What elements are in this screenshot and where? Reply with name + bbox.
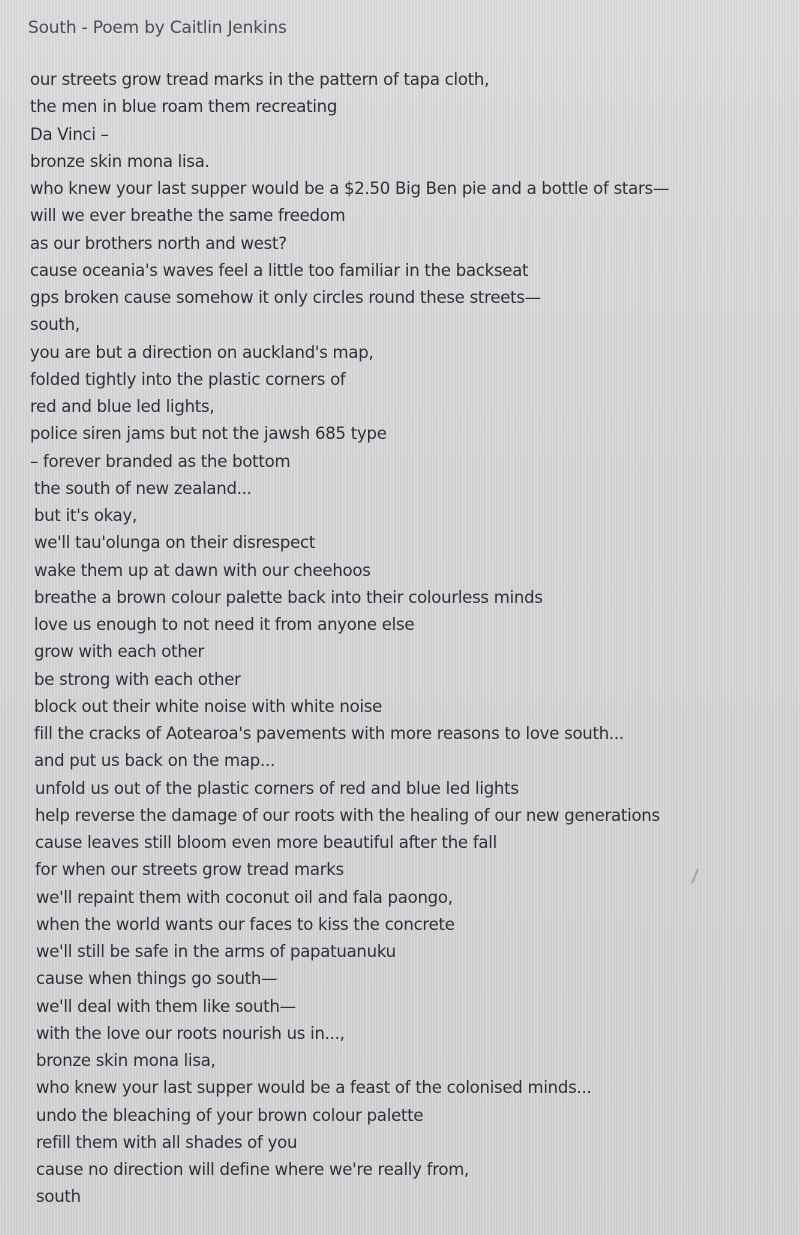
poem-line: fill the cracks of Aotearoa's pavements with more reasons to love south... <box>34 724 624 743</box>
poem-line: help reverse the damage of our roots with the healing of our new generations <box>35 805 660 825</box>
poem-line: we'll repaint them with coconut oil and fala paongo, <box>36 887 453 907</box>
poem-line: folded tightly into the plastic corners of <box>30 369 346 389</box>
poem-line: undo the bleaching of your brown colour palette <box>36 1105 424 1125</box>
page-title: South - Poem by Caitlin Jenkins <box>28 18 287 38</box>
poem-line: we'll deal with them like south— <box>36 996 296 1016</box>
poem-line: who knew your last supper would be a $2.50 Big Ben pie and a bottle of stars— <box>30 179 670 198</box>
poem-line: but it's okay, <box>34 506 138 525</box>
poem-line: red and blue led lights, <box>30 397 215 416</box>
poem-line: the south of new zealand... <box>34 478 252 498</box>
poem-line: grow with each other <box>34 642 204 662</box>
poem-line: refill them with all shades of you <box>36 1132 298 1152</box>
poem-line: cause oceania's waves feel a little too familiar in the backseat <box>30 260 529 280</box>
poem-line: who knew your last supper would be a feast of the colonised minds... <box>36 1078 592 1098</box>
poem-line: unfold us out of the plastic corners of red and blue led lights <box>35 778 519 798</box>
poem-line: we'll tau'olunga on their disrespect <box>34 533 316 553</box>
poem-line: our streets grow tread marks in the pattern of tapa cloth, <box>30 70 490 89</box>
poem-line: we'll still be safe in the arms of papatuanuku <box>36 942 396 961</box>
poem-line: be strong with each other <box>34 669 241 689</box>
poem-line: as our brothers north and west? <box>30 233 287 253</box>
poem-line: block out their white noise with white noise <box>34 696 383 716</box>
poem-line: cause when things go south— <box>36 969 278 989</box>
poem-line: you are but a direction on auckland's map, <box>30 342 374 362</box>
poem-line: – forever branded as the bottom <box>30 451 291 471</box>
poem-line: for when our streets grow tread marks <box>35 860 344 880</box>
poem-line: cause leaves still bloom even more beautiful after the fall <box>35 833 497 852</box>
poem-line: Da Vinci – <box>30 124 109 144</box>
poem-line: bronze skin mona lisa, <box>36 1051 216 1070</box>
poem-line: with the love our roots nourish us in..., <box>36 1023 345 1043</box>
poem-line: when the world wants our faces to kiss the concrete <box>36 914 455 934</box>
poem-line: police siren jams but not the jawsh 685 type <box>30 424 387 444</box>
poem-line: wake them up at dawn with our cheehoos <box>34 560 371 580</box>
poem-line: cause no direction will define where we're really from, <box>36 1160 470 1179</box>
poem-line: the men in blue roam them recreating <box>30 97 338 117</box>
poem-line: and put us back on the map... <box>34 751 275 771</box>
poem-line: south, <box>30 315 80 335</box>
poem-line: gps broken cause somehow it only circles round these streets— <box>30 288 541 307</box>
poem-line: will we ever breathe the same freedom <box>30 206 346 226</box>
poem-line: bronze skin mona lisa. <box>30 151 210 171</box>
poem-line: breathe a brown colour palette back into their colourless minds <box>34 587 543 607</box>
poem-line: love us enough to not need it from anyone else <box>34 615 415 634</box>
poem-line: south <box>36 1187 81 1207</box>
poem-body <box>30 66 790 1211</box>
